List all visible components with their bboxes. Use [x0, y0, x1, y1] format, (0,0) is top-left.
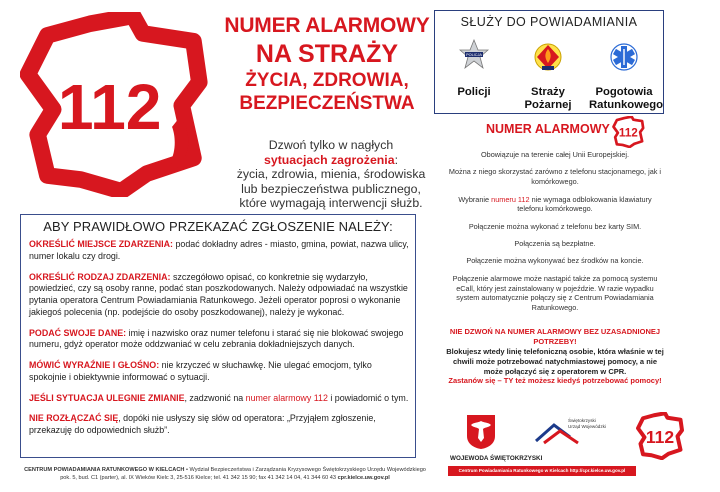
logo-number: 112	[645, 426, 675, 447]
instruction-item	[29, 328, 411, 352]
112-logo	[20, 12, 215, 197]
fact-text: Wybranie	[458, 194, 492, 204]
intro-text	[228, 138, 434, 211]
fact-item: Połączenie można wykonać z telefonu bez karty SIM.	[468, 221, 642, 231]
instruction-text: , zadzwonić na	[184, 392, 246, 403]
headline	[222, 14, 432, 114]
services-box	[434, 10, 664, 114]
fire-brigade-icon	[533, 39, 563, 77]
warning-block	[446, 327, 664, 386]
instruction-text: szczegółowo opisać, co konkretnie się wydarzyło, powiedzieć, czy są osoby ranne, podać stan poszkodowanych. Należy odpowiadać na wszystkie pytania operatora Centrum Powiadamiania Ratunkowego. Jeżeli operator poprosi o wykonanie jakiegoś polecenia (np. podejście do osoby poszkodowanej), należy je wykonać.	[29, 271, 408, 317]
instruction-item	[29, 360, 411, 384]
fact-text: nie wymaga odblokowania klawiatury telefonu komórkowego.	[517, 194, 652, 214]
fact-item: Połączenie można wykonywać bez środków na koncie.	[466, 256, 644, 266]
intro-part1: Dzwoń tylko w nagłych	[268, 138, 394, 152]
right-heading: NUMER ALARMOWY	[486, 122, 610, 136]
intro-part2: życia, zdrowia, mienia, środowiska lub bezpieczeństwa publicznego, które wymagają interwencji służb.	[236, 167, 426, 210]
instructions-heading: ABY PRAWIDŁOWO PRZEKAZAĆ ZGŁOSZENIE NALEŻY:	[43, 219, 393, 234]
warning-footer: Zastanów się – TY też możesz kiedyś potrzebować pomocy!	[448, 376, 662, 386]
fact-item	[446, 195, 664, 215]
cpr-url-strip: Centrum Powiadamiania Ratunkowego w Kielcach http://cpr.kielce.uw.gov.pl	[448, 466, 636, 476]
fact-number: numeru 112	[491, 194, 530, 204]
police-star-icon	[459, 39, 489, 77]
service-police-label: Policji	[457, 86, 491, 98]
instruction-text: i powiadomić o tym.	[327, 392, 409, 403]
fact-item: Połączenia są bezpłatne.	[514, 239, 596, 249]
instruction-key: PODAĆ SWOJE DANE:	[29, 327, 127, 338]
intro-emphasis: sytuacjach zagrożenia	[264, 152, 395, 167]
footer	[20, 466, 430, 483]
warning-body: Blokujesz wtedy linię telefoniczną osobie, która właśnie w tej chwili może potrzebować natychmiastowej pomocy, a nie może połączyć się z operatorem w CPR.	[446, 346, 664, 376]
instruction-text: , dopóki nie usłyszy się słów od operatora: „Przyjąłem zgłoszenie, przekazuję do odpowiednich służb”.	[29, 413, 376, 435]
police-badge-text: POLICJA	[466, 53, 482, 57]
instructions-box	[20, 214, 416, 458]
service-ambulance	[589, 39, 664, 111]
headline-line2: NA STRAŻY	[255, 39, 399, 68]
fact-item: Obowiązuje na terenie całej Unii Europejskiej.	[480, 150, 630, 159]
fact-item: Można z niego skorzystać zarówno z telefonu stacjonarnego, jak i komórkowego.	[448, 167, 662, 187]
voivode-label: WOJEWODA ŚWIĘTOKRZYSKI	[450, 455, 543, 462]
headline-line1: NUMER ALARMOWY	[224, 14, 430, 37]
instruction-text: podać dokładny adres - miasto, gmina, powiat, nazwa ulicy, numer lokalu czy drogi.	[29, 239, 409, 261]
headline-line3: ŻYCIA, ZDROWIA,	[245, 69, 409, 91]
footer-url[interactable]: cpr.kielce.uw.gov.pl	[337, 475, 390, 482]
instruction-text: imię i nazwisko oraz numer telefonu i starać się nie blokować swojego numeru, gdyż operator może oddzwaniać w celu zebrania dokładniejszych danych.	[29, 327, 404, 350]
instruction-item	[29, 393, 411, 405]
instruction-item	[29, 413, 411, 437]
instruction-text: nie krzyczeć w słuchawkę. Nie ulegać emocjom, tylko spokojnie i obiektywnie informować o sytuacji.	[29, 360, 372, 382]
instruction-item	[29, 272, 411, 319]
footer-line1: • Wydział Bezpieczeństwa i Zarządzania Kryzysowego Świętokrzyskiego Urzędu Wojewódzkiego	[184, 467, 426, 473]
service-police	[439, 39, 509, 99]
instruction-key: NIE ROZŁĄCZAĆ SIĘ	[29, 413, 119, 424]
footer-line2: pok. 5, bud. C1 (parter), al. IX Wieków Kielc 3, 25-516 Kielce; tel. 41 342 15 90; fax 41 342 14 04, 41 344 60 43	[60, 475, 338, 482]
footer-org: CENTRUM POWIADAMIANIA RATUNKOWEGO W KIELCACH	[24, 467, 185, 473]
facts-list	[446, 150, 664, 321]
service-ambulance-label: Pogotowia Ratunkowego	[589, 86, 664, 111]
instruction-number: numer alarmowy 112	[245, 392, 328, 403]
instruction-key: JEŚLI SYTUACJA ULEGNIE ZMIANIE	[29, 392, 185, 403]
instruction-key: MÓWIĆ WYRAŹNIE I GŁOŚNO:	[29, 360, 160, 370]
instructions-list	[29, 239, 411, 446]
eagle-crest-icon	[466, 414, 496, 450]
logo-number: 112	[618, 126, 638, 140]
instruction-item	[29, 239, 411, 263]
headline-line4: BEZPIECZEŃSTWA	[239, 92, 415, 114]
service-fire-label: Straży Pożarnej	[524, 86, 572, 111]
instruction-key: OKREŚLIĆ RODZAJ ZDARZENIA:	[29, 271, 171, 282]
logo-number: 112	[57, 70, 162, 143]
services-title: SŁUŻY DO POWIADAMIANIA	[460, 15, 638, 29]
service-fire	[513, 39, 583, 111]
warning-title: NIE DZWOŃ NA NUMER ALARMOWY BEZ UZASADNIONEJ POTRZEBY!	[449, 327, 661, 346]
sk-label-line2: Urząd Wojewódzki	[568, 423, 606, 429]
112-logo-small	[612, 116, 646, 148]
intro-colon: :	[394, 152, 398, 167]
star-of-life-icon	[609, 39, 639, 77]
instruction-key: OKREŚLIĆ MIEJSCE ZDARZENIA:	[29, 239, 173, 249]
112-logo-corner	[636, 412, 686, 460]
sk-label	[568, 418, 606, 429]
sk-label-line1: Świętokrzyski	[568, 418, 596, 423]
fact-item: Połączenie alarmowe może nastąpić także za pomocą systemu eCall, który jest zainstalowany w pojeździe. W razie wypadku system automatycznie połączy się z Centrum Powiadamiania Ratunkowego.	[452, 273, 658, 313]
